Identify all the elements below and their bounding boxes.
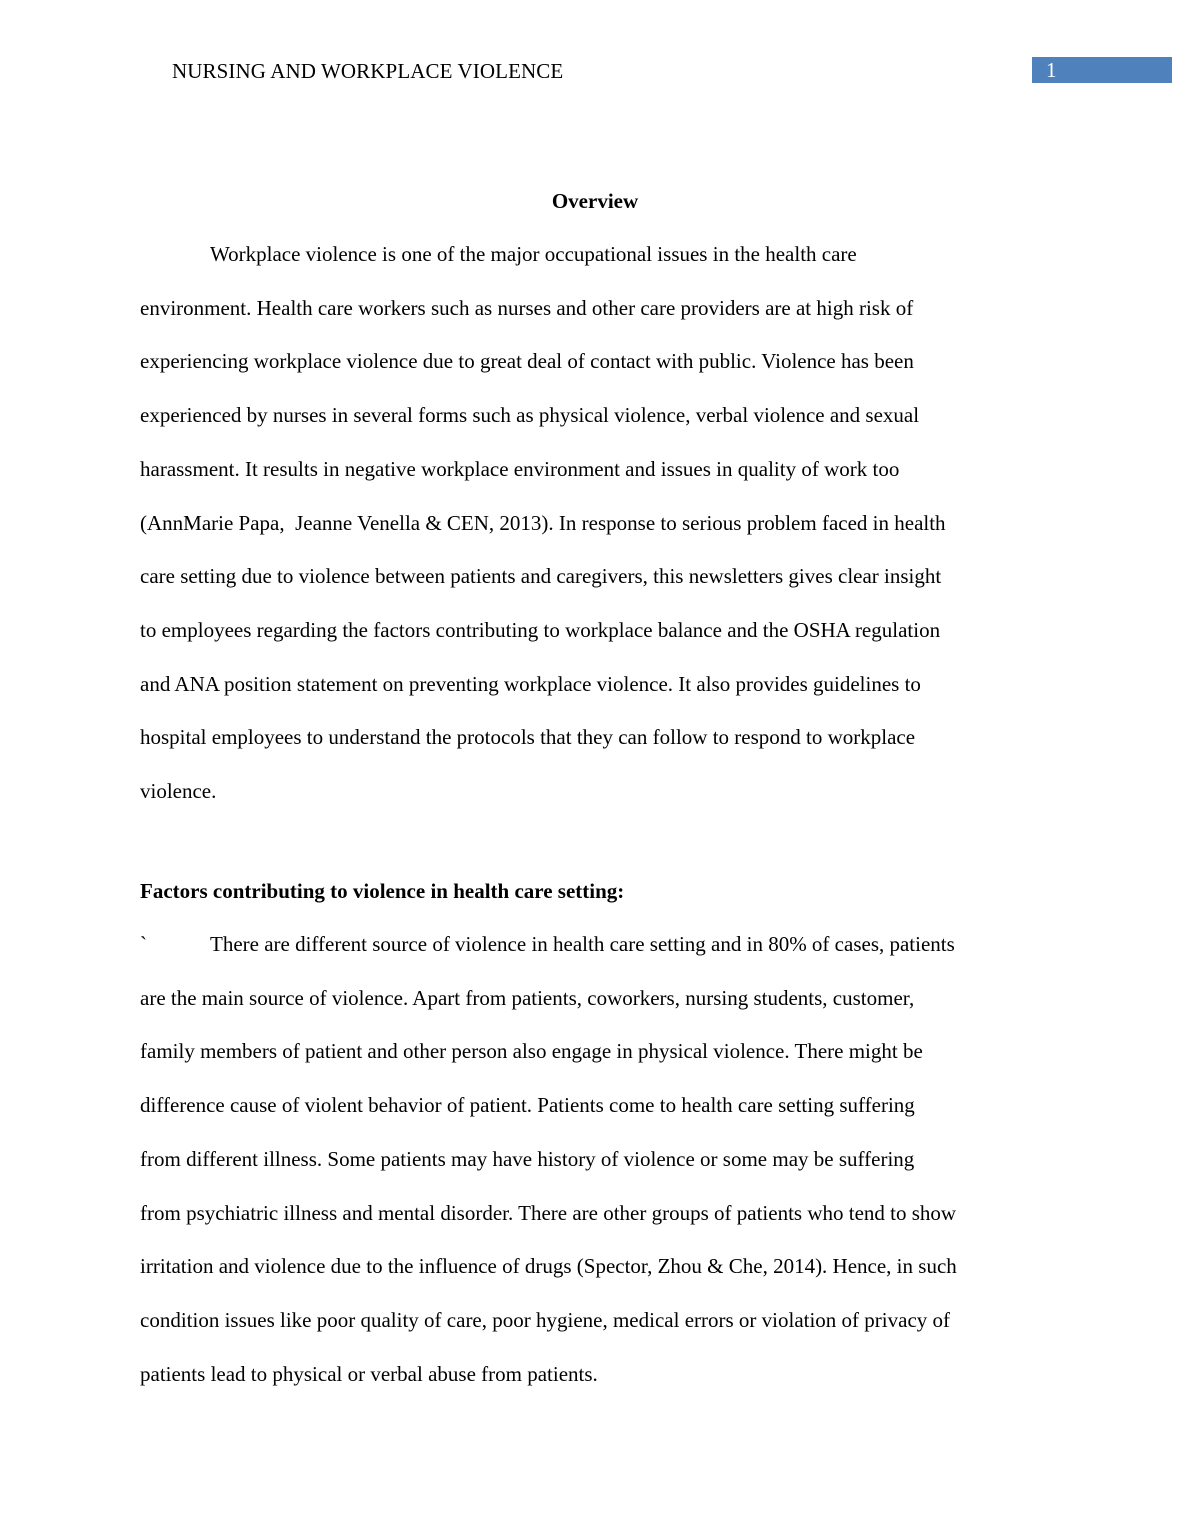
stray-backtick-mark: `	[140, 932, 147, 956]
overview-line: harassment. It results in negative workplace environment and issues in quality of work too	[140, 456, 900, 481]
page-number: 1	[1046, 58, 1057, 82]
factors-line: There are different source of violence in health care setting and in 80% of cases, patients	[210, 932, 955, 956]
overview-line: experiencing workplace violence due to great deal of contact with public. Violence has been	[140, 349, 914, 374]
factors-line: irritation and violence due to the influence of drugs (Spector, Zhou & Che, 2014). Hence, in such	[140, 1254, 957, 1279]
overview-paragraph	[140, 228, 1060, 819]
factors-line: from psychiatric illness and mental disorder. There are other groups of patients who tend to show	[140, 1200, 957, 1225]
overview-line: and ANA position statement on preventing workplace violence. It also provides guidelines to	[140, 671, 921, 696]
overview-line: (AnnMarie Papa, Jeanne Venella & CEN, 2013). In response to serious problem faced in health	[140, 510, 946, 535]
factors-line: difference cause of violent behavior of patient. Patients come to health care setting suffering	[140, 1093, 915, 1118]
factors-line: family members of patient and other person also engage in physical violence. There might be	[140, 1039, 923, 1064]
page-number-box	[1032, 57, 1172, 83]
overview-line: Workplace violence is one of the major occupational issues in the health care	[210, 242, 857, 266]
overview-line: to employees regarding the factors contributing to workplace balance and the OSHA regulation	[140, 617, 941, 642]
factors-line: condition issues like poor quality of care, poor hygiene, medical errors or violation of privacy of	[140, 1307, 951, 1332]
overview-line: environment. Health care workers such as nurses and other care providers are at high risk of	[140, 295, 914, 320]
overview-line: care setting due to violence between patients and caregivers, this newsletters gives clear insight	[140, 564, 942, 589]
factors-line: patients lead to physical or verbal abuse from patients.	[140, 1361, 598, 1386]
factors-paragraph	[140, 918, 1060, 1401]
section-heading-overview: Overview	[551, 189, 639, 213]
factors-line: from different illness. Some patients may have history of violence or some may be suffering	[140, 1146, 915, 1171]
overview-line: experienced by nurses in several forms such as physical violence, verbal violence and sexual	[140, 403, 920, 428]
running-head: NURSING AND WORKPLACE VIOLENCE	[172, 59, 564, 83]
factors-line: are the main source of violence. Apart from patients, coworkers, nursing students, customer,	[140, 985, 915, 1010]
section-heading-factors: Factors contributing to violence in health care setting:	[140, 879, 625, 903]
overview-line: hospital employees to understand the protocols that they can follow to respond to workplace	[140, 725, 916, 750]
overview-line: violence.	[140, 779, 217, 804]
